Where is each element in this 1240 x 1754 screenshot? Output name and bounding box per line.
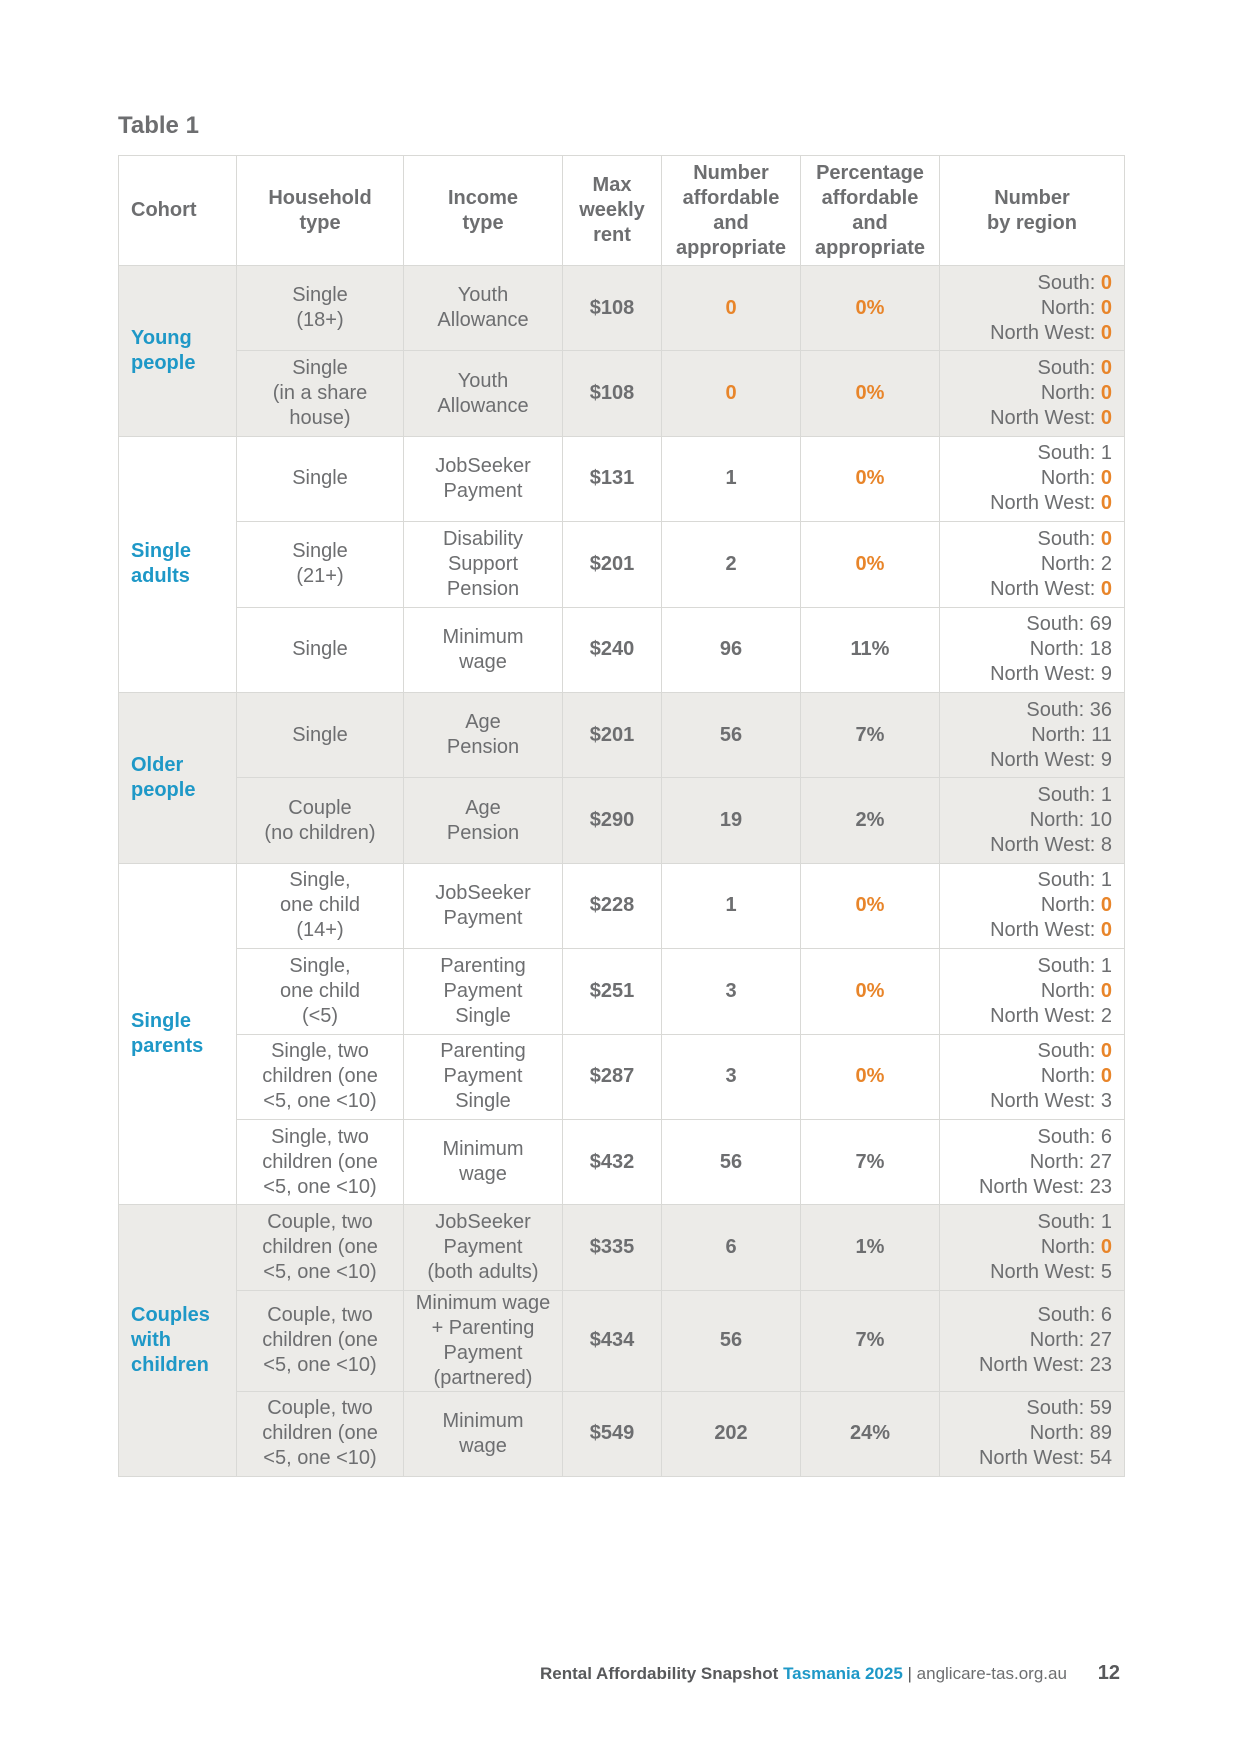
income-type-cell: Youth Allowance — [404, 351, 563, 436]
max-weekly-rent-cell: $228 — [563, 863, 662, 948]
income-type-cell: Disability Support Pension — [404, 522, 563, 607]
percentage-affordable-cell: 7% — [801, 1119, 940, 1204]
number-by-region-cell: South: 6 North: 27 North West: 23 — [940, 1119, 1125, 1204]
table-body — [119, 266, 1125, 1477]
number-by-region-cell: South: 59 North: 89 North West: 54 — [940, 1391, 1125, 1476]
header-income-type: Income type — [404, 156, 563, 266]
number-by-region-cell: South: 1 North: 0 North West: 2 — [940, 949, 1125, 1034]
table-row — [119, 436, 1125, 521]
max-weekly-rent-cell: $131 — [563, 436, 662, 521]
number-by-region-cell: South: 69 North: 18 North West: 9 — [940, 607, 1125, 692]
household-type-cell: Single, two children (one <5, one <10) — [237, 1034, 404, 1119]
percentage-affordable-cell: 0% — [801, 436, 940, 521]
percentage-affordable-cell: 1% — [801, 1205, 940, 1290]
max-weekly-rent-cell: $549 — [563, 1391, 662, 1476]
max-weekly-rent-cell: $251 — [563, 949, 662, 1034]
income-type-cell: Age Pension — [404, 778, 563, 863]
table-row — [119, 266, 1125, 351]
percentage-affordable-cell: 0% — [801, 522, 940, 607]
household-type-cell: Single (in a share house) — [237, 351, 404, 436]
household-type-cell: Single — [237, 436, 404, 521]
number-affordable-cell: 3 — [662, 1034, 801, 1119]
income-type-cell: Age Pension — [404, 692, 563, 777]
max-weekly-rent-cell: $240 — [563, 607, 662, 692]
number-by-region-cell: South: 0 North: 0 North West: 3 — [940, 1034, 1125, 1119]
number-affordable-cell: 2 — [662, 522, 801, 607]
number-affordable-cell: 202 — [662, 1391, 801, 1476]
page-footer — [540, 1664, 1120, 1694]
number-affordable-cell: 0 — [662, 266, 801, 351]
cohort-label: Single parents — [119, 863, 237, 1205]
household-type-cell: Couple (no children) — [237, 778, 404, 863]
max-weekly-rent-cell: $108 — [563, 351, 662, 436]
table-row — [119, 1119, 1125, 1204]
table-row — [119, 692, 1125, 777]
table-row — [119, 351, 1125, 436]
income-type-cell: Minimum wage — [404, 1119, 563, 1204]
household-type-cell: Single, one child (14+) — [237, 863, 404, 948]
table-row — [119, 1391, 1125, 1476]
header-row — [119, 156, 1125, 266]
household-type-cell: Single — [237, 692, 404, 777]
income-type-cell: Minimum wage — [404, 607, 563, 692]
max-weekly-rent-cell: $290 — [563, 778, 662, 863]
household-type-cell: Single (18+) — [237, 266, 404, 351]
footer-separator: | — [902, 1664, 917, 1683]
table-row — [119, 1290, 1125, 1391]
rental-affordability-table — [118, 155, 1125, 1477]
household-type-cell: Couple, two children (one <5, one <10) — [237, 1391, 404, 1476]
header-max-weekly-rent: Max weekly rent — [563, 156, 662, 266]
cohort-label: Older people — [119, 692, 237, 863]
number-by-region-cell: South: 1 North: 0 North West: 0 — [940, 863, 1125, 948]
table-row — [119, 522, 1125, 607]
number-by-region-cell: South: 1 North: 0 North West: 5 — [940, 1205, 1125, 1290]
footer-region-year: Tasmania 2025 — [783, 1664, 903, 1683]
percentage-affordable-cell: 7% — [801, 692, 940, 777]
household-type-cell: Couple, two children (one <5, one <10) — [237, 1290, 404, 1391]
percentage-affordable-cell: 0% — [801, 351, 940, 436]
number-by-region-cell: South: 0 North: 0 North West: 0 — [940, 351, 1125, 436]
income-type-cell: JobSeeker Payment — [404, 863, 563, 948]
percentage-affordable-cell: 0% — [801, 863, 940, 948]
household-type-cell: Single, two children (one <5, one <10) — [237, 1119, 404, 1204]
table-row — [119, 607, 1125, 692]
table-row — [119, 1034, 1125, 1119]
percentage-affordable-cell: 7% — [801, 1290, 940, 1391]
max-weekly-rent-cell: $432 — [563, 1119, 662, 1204]
footer-report-name: Rental Affordability Snapshot — [540, 1664, 779, 1683]
income-type-cell: JobSeeker Payment (both adults) — [404, 1205, 563, 1290]
header-household-type: Household type — [237, 156, 404, 266]
income-type-cell: Parenting Payment Single — [404, 1034, 563, 1119]
max-weekly-rent-cell: $108 — [563, 266, 662, 351]
income-type-cell: Minimum wage + Parenting Payment (partnered) — [404, 1290, 563, 1391]
table-row — [119, 949, 1125, 1034]
number-affordable-cell: 3 — [662, 949, 801, 1034]
household-type-cell: Couple, two children (one <5, one <10) — [237, 1205, 404, 1290]
household-type-cell: Single, one child (<5) — [237, 949, 404, 1034]
number-by-region-cell: South: 1 North: 0 North West: 0 — [940, 436, 1125, 521]
household-type-cell: Single — [237, 607, 404, 692]
number-by-region-cell: South: 0 North: 2 North West: 0 — [940, 522, 1125, 607]
header-number-by-region: Number by region — [940, 156, 1125, 266]
income-type-cell: JobSeeker Payment — [404, 436, 563, 521]
cohort-label: Single adults — [119, 436, 237, 692]
cohort-label: Couples with children — [119, 1205, 237, 1477]
footer-website: anglicare-tas.org.au — [916, 1664, 1067, 1683]
number-affordable-cell: 96 — [662, 607, 801, 692]
percentage-affordable-cell: 11% — [801, 607, 940, 692]
table-title: Table 1 — [118, 112, 199, 139]
header-number-affordable: Number affordable and appropriate — [662, 156, 801, 266]
header-percentage-affordable: Percentage affordable and appropriate — [801, 156, 940, 266]
number-affordable-cell: 56 — [662, 1119, 801, 1204]
number-by-region-cell: South: 6 North: 27 North West: 23 — [940, 1290, 1125, 1391]
header-cohort: Cohort — [119, 156, 237, 266]
household-type-cell: Single (21+) — [237, 522, 404, 607]
table-row — [119, 1205, 1125, 1290]
number-affordable-cell: 0 — [662, 351, 801, 436]
percentage-affordable-cell: 2% — [801, 778, 940, 863]
percentage-affordable-cell: 0% — [801, 266, 940, 351]
max-weekly-rent-cell: $287 — [563, 1034, 662, 1119]
number-affordable-cell: 56 — [662, 1290, 801, 1391]
income-type-cell: Minimum wage — [404, 1391, 563, 1476]
number-by-region-cell: South: 36 North: 11 North West: 9 — [940, 692, 1125, 777]
number-by-region-cell: South: 0 North: 0 North West: 0 — [940, 266, 1125, 351]
number-affordable-cell: 6 — [662, 1205, 801, 1290]
percentage-affordable-cell: 24% — [801, 1391, 940, 1476]
income-type-cell: Youth Allowance — [404, 266, 563, 351]
number-affordable-cell: 56 — [662, 692, 801, 777]
max-weekly-rent-cell: $335 — [563, 1205, 662, 1290]
percentage-affordable-cell: 0% — [801, 1034, 940, 1119]
max-weekly-rent-cell: $434 — [563, 1290, 662, 1391]
income-type-cell: Parenting Payment Single — [404, 949, 563, 1034]
max-weekly-rent-cell: $201 — [563, 522, 662, 607]
number-affordable-cell: 1 — [662, 863, 801, 948]
number-by-region-cell: South: 1 North: 10 North West: 8 — [940, 778, 1125, 863]
number-affordable-cell: 19 — [662, 778, 801, 863]
page-number: 12 — [1097, 1662, 1120, 1684]
max-weekly-rent-cell: $201 — [563, 692, 662, 777]
number-affordable-cell: 1 — [662, 436, 801, 521]
table-row — [119, 778, 1125, 863]
percentage-affordable-cell: 0% — [801, 949, 940, 1034]
cohort-label: Young people — [119, 266, 237, 437]
table-row — [119, 863, 1125, 948]
